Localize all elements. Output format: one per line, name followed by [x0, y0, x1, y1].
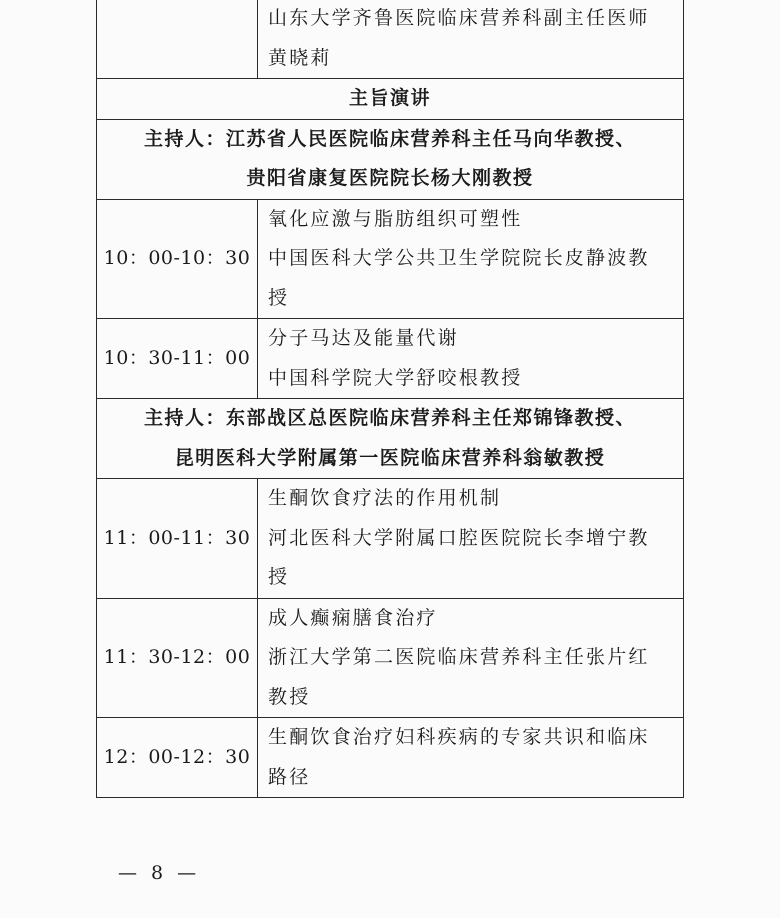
- section-header-row: [97, 79, 684, 120]
- page-number: — 8 —: [118, 862, 201, 884]
- time-cell: 10：00-10：30: [97, 199, 258, 319]
- description-line: 黄晓莉: [268, 46, 332, 69]
- table-row: [97, 479, 684, 599]
- description-line: 授: [268, 286, 290, 309]
- time-cell: 10：30-11：00: [97, 319, 258, 399]
- time-cell: 12：00-12：30: [97, 718, 258, 798]
- time-cell: 11：30-12：00: [97, 598, 258, 718]
- description-cell: [258, 319, 684, 399]
- host-line: 昆明医科大学附属第一医院临床营养科翁敏教授: [174, 446, 606, 469]
- description-cell: [258, 718, 684, 798]
- table-row: [97, 718, 684, 798]
- time-cell: [97, 0, 258, 79]
- description-line: 山东大学齐鲁医院临床营养科副主任医师: [268, 7, 650, 29]
- description-line: 成人癫痫膳食治疗: [268, 606, 438, 629]
- description-line: 教授: [268, 685, 311, 708]
- host-cell: [97, 119, 684, 199]
- time-cell: 11：00-11：30: [97, 479, 258, 599]
- description-cell: [258, 598, 684, 718]
- schedule-table: [96, 0, 684, 798]
- description-line: 氧化应激与脂肪组织可塑性: [268, 207, 523, 230]
- description-line: 浙江大学第二医院临床营养科主任张片红: [268, 646, 650, 668]
- host-line: 主持人：江苏省人民医院临床营养科主任马向华教授、: [143, 127, 636, 150]
- host-cell: [97, 399, 684, 479]
- host-line: 贵阳省康复医院院长杨大刚教授: [246, 167, 534, 189]
- host-line: 主持人：东部战区总医院临床营养科主任郑锦锋教授、: [143, 407, 636, 429]
- keynote-header-text: 主旨演讲: [348, 87, 431, 109]
- description-line: 生酮饮食疗法的作用机制: [268, 487, 502, 509]
- description-line: 授: [268, 566, 290, 588]
- host-row: [97, 119, 684, 199]
- table-row: [97, 0, 684, 79]
- description-line: 中国科学院大学舒咬根教授: [268, 366, 523, 389]
- description-cell: [258, 479, 684, 599]
- description-line: 中国医科大学公共卫生学院院长皮静波教: [268, 247, 650, 269]
- table-row: [97, 319, 684, 399]
- description-line: 分子马达及能量代谢: [268, 327, 459, 349]
- table-row: [97, 199, 684, 319]
- description-line: 河北医科大学附属口腔医院院长李增宁教: [268, 526, 650, 549]
- description-line: 路径: [268, 765, 311, 788]
- description-cell: [258, 0, 684, 79]
- host-row: [97, 399, 684, 479]
- table-row: [97, 598, 684, 718]
- keynote-header: [97, 79, 684, 120]
- description-cell: [258, 199, 684, 319]
- description-line: 生酮饮食治疗妇科疾病的专家共识和临床: [268, 726, 650, 748]
